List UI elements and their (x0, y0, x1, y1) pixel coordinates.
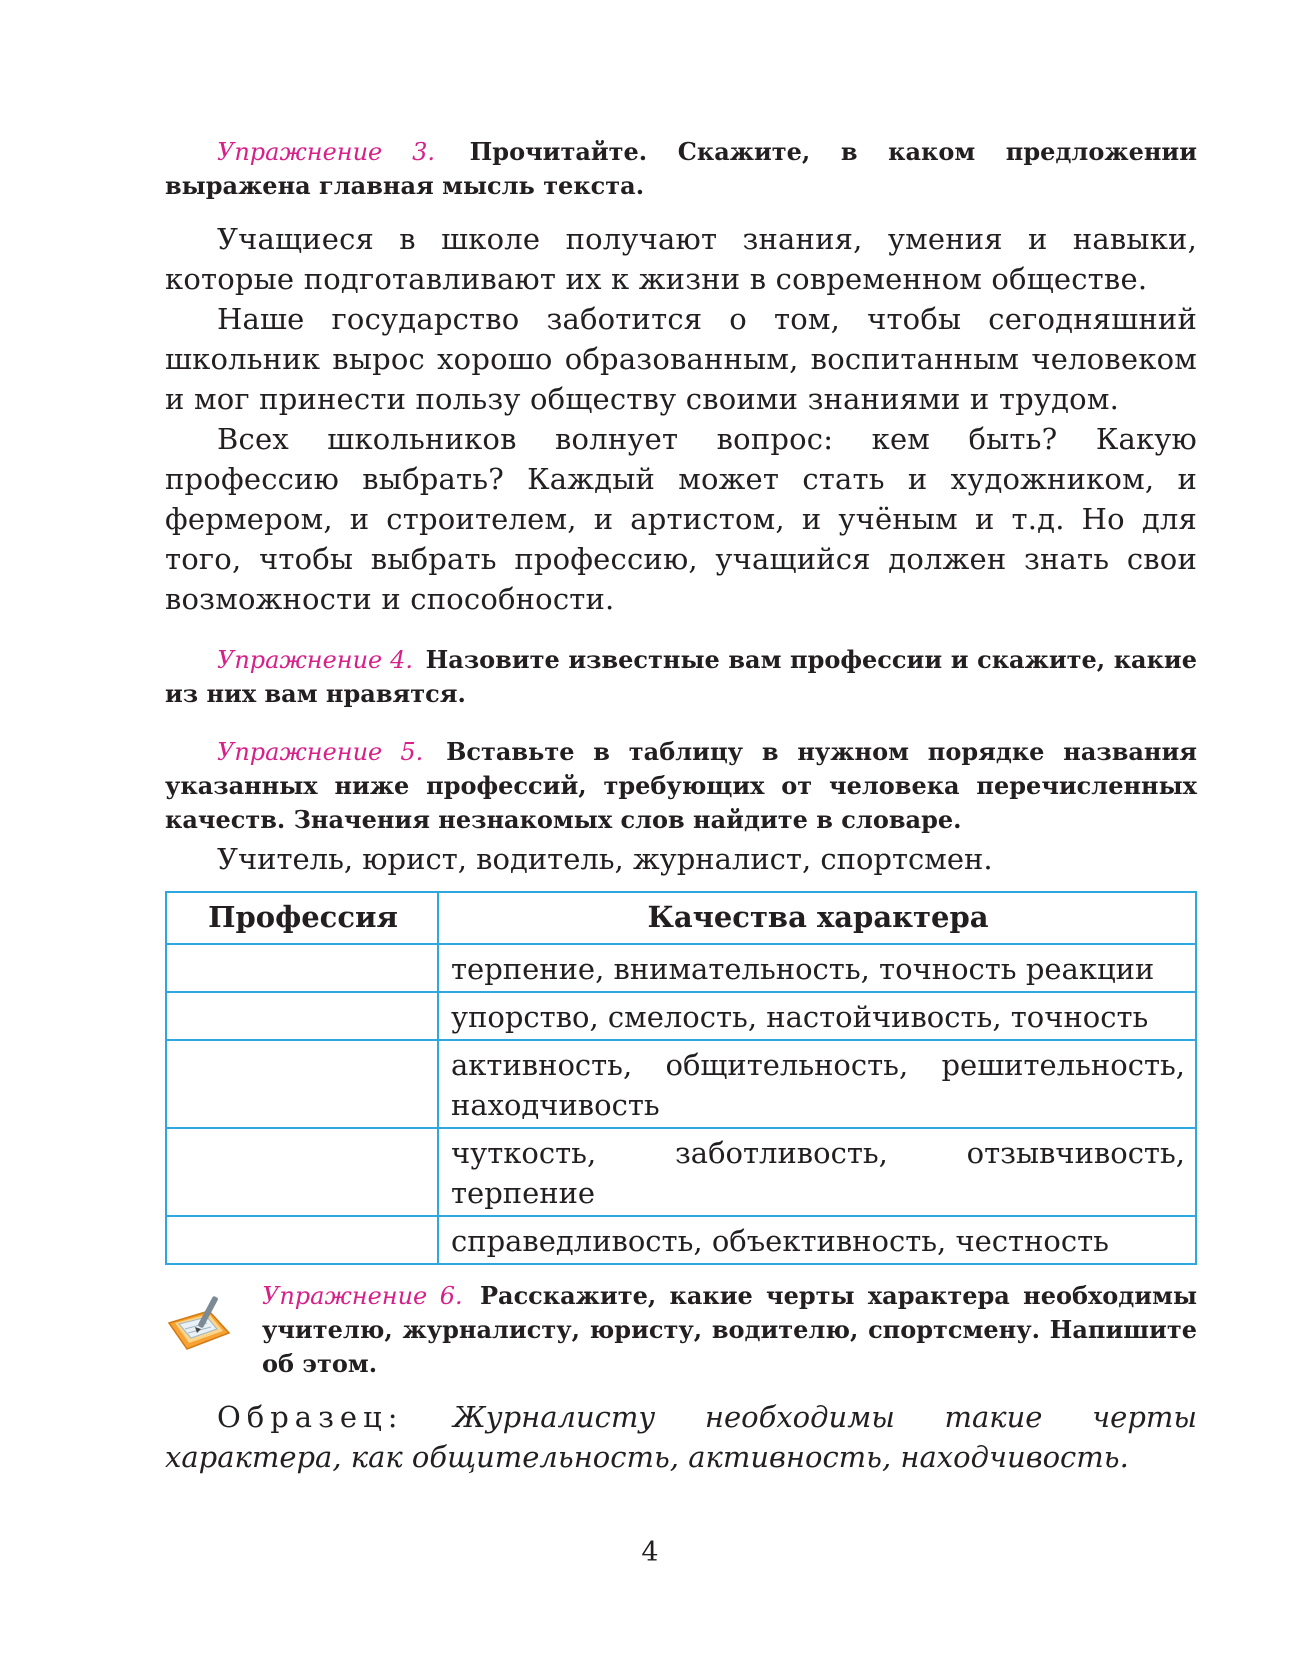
profession-cell[interactable] (166, 1128, 438, 1216)
profession-cell[interactable] (166, 1040, 438, 1128)
exercise-4-label: Упражнение 4. (217, 646, 413, 674)
profession-cell[interactable] (166, 992, 438, 1040)
text-paragraph-2: Наше государство заботится о том, чтобы сегодняшний школьник вырос хорошо образованным, воспитанным человеком и мог принести пользу обществу своими знаниями и трудом. (165, 302, 1197, 416)
sample-text: Журналисту необходимы такие черты характера, как общительность, активность, находчивость. (165, 1400, 1198, 1474)
page-number: 4 (641, 1537, 659, 1568)
exercise-3-label: Упражнение 3. (217, 138, 436, 166)
writing-notebook-icon (165, 1293, 233, 1353)
exercise-6-task (262, 1279, 1197, 1381)
table-row (166, 1040, 1196, 1128)
profession-word-list: Учитель, юрист, водитель, журналист, спортсмен. (217, 842, 993, 876)
qualities-cell: справедливость, объективность, честность (438, 1216, 1196, 1264)
exercise-4-task (165, 643, 1197, 711)
sample-label: Образец: (217, 1400, 404, 1434)
table-row (166, 1216, 1196, 1264)
text-paragraph-1: Учащиеся в школе получают знания, умения и навыки, которые подготавливают их к жизни в современном обществе. (165, 222, 1197, 296)
profession-cell[interactable] (166, 1216, 438, 1264)
table-row (166, 992, 1196, 1040)
profession-cell[interactable] (166, 944, 438, 992)
exercise-5-task (165, 735, 1197, 837)
table-row (166, 944, 1196, 992)
qualities-cell: чуткость, заботливость, отзывчивость, терпение (438, 1128, 1196, 1216)
table-header-row (166, 892, 1196, 944)
header-profession: Профессия (166, 892, 438, 944)
exercise-3-instruction: Прочитайте. Скажите, в каком предложении выражена главная мысль текста. (165, 137, 1198, 200)
qualities-cell: упорство, смелость, настойчивость, точность (438, 992, 1196, 1040)
textbook-page (165, 135, 1197, 1477)
exercise-5-label: Упражнение 5. (217, 738, 424, 766)
sample-answer (165, 1397, 1197, 1477)
exercise-3-task (165, 135, 1197, 203)
exercise-5-instruction: Вставьте в таблицу в нужном порядке названия указанных ниже профессий, требующих от человека перечисленных качеств. Значения незнакомых слов найдите в словаре. (165, 737, 1198, 834)
table-row (166, 1128, 1196, 1216)
exercise-6-block (165, 1279, 1197, 1381)
exercise-6-label: Упражнение 6. (262, 1282, 463, 1310)
qualities-cell: терпение, внимательность, точность реакции (438, 944, 1196, 992)
exercise-6-instruction: Расскажите, какие черты характера необходимы учителю, журналисту, юристу, водителю, спортсмену. Напишите об этом. (262, 1281, 1198, 1378)
exercise-4-instruction: Назовите известные вам профессии и скажите, какие из них вам нравятся. (165, 645, 1198, 708)
professions-table (165, 891, 1197, 1265)
header-qualities: Качества характера (438, 892, 1196, 944)
qualities-cell: активность, общительность, решительность, находчивость (438, 1040, 1196, 1128)
text-paragraph-3: Всех школьников волнует вопрос: кем быть? Какую профессию выбрать? Каждый может стать и художником, и фермером, и строителем, и артистом, и учёным и т.д. Но для того, чтобы выбрать профессию, учащийся должен знать свои возможности и способности. (165, 422, 1197, 616)
